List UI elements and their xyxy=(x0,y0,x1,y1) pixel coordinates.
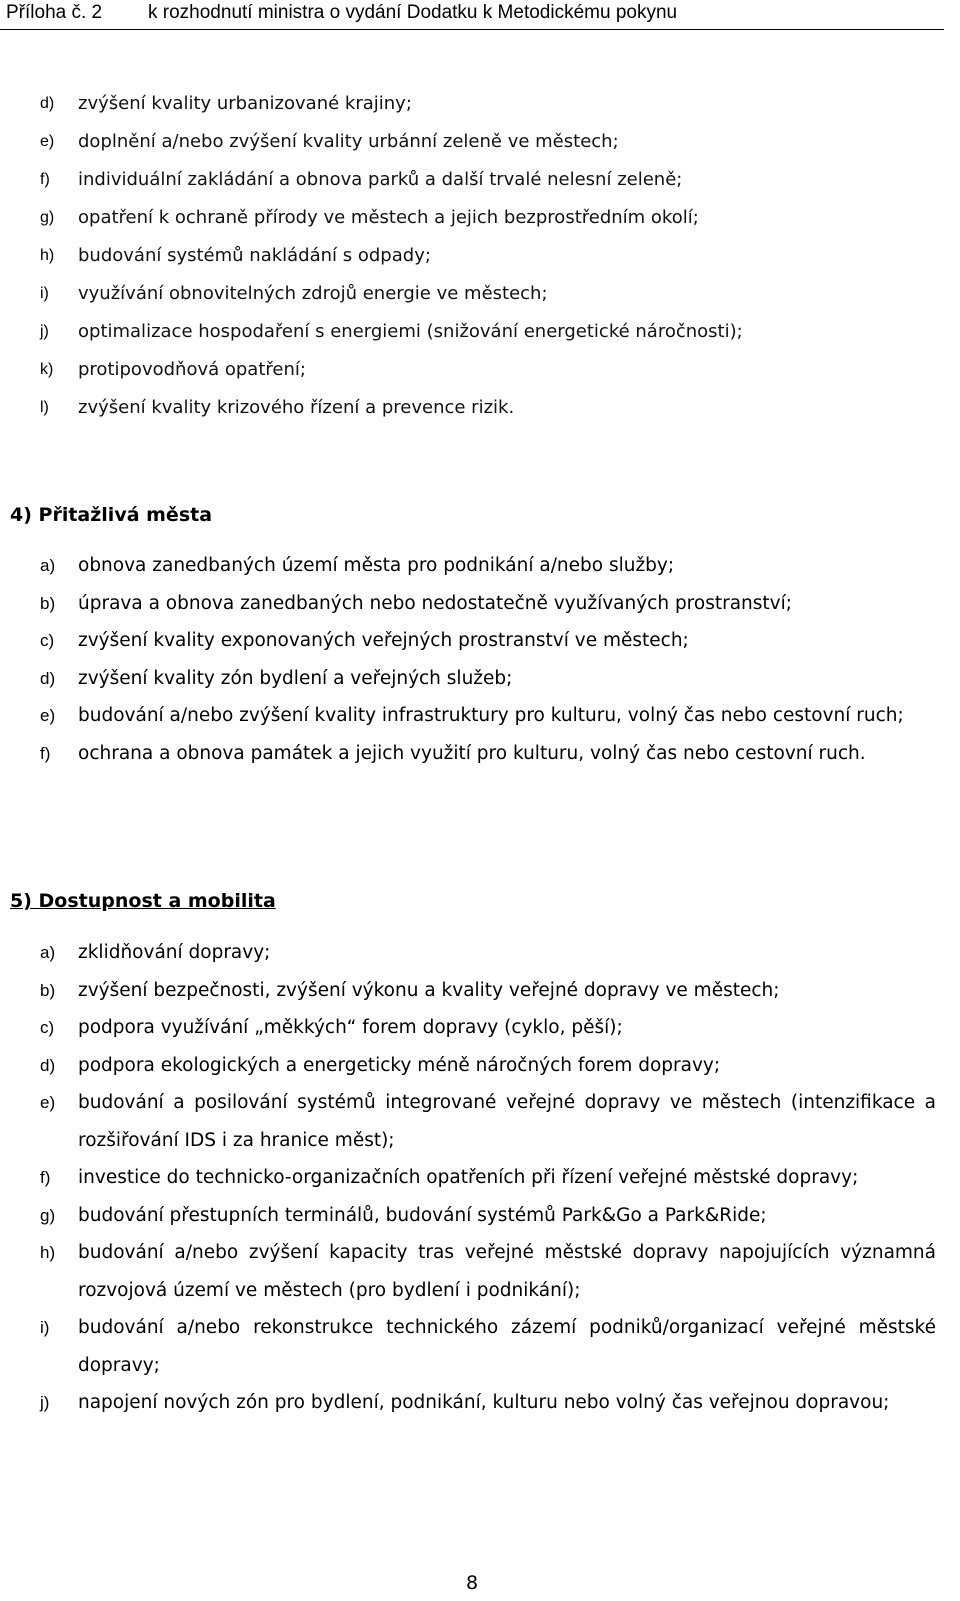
list-text: budování a/nebo zvýšení kapacity tras veřejné městské dopravy napojujících významná rozvojová území ve městech (pro bydlení i podnikání); xyxy=(78,1242,936,1301)
list-marker: h) xyxy=(40,247,55,264)
list-marker: e) xyxy=(40,133,55,150)
list-marker: j) xyxy=(40,323,49,340)
list-text: podpora ekologických a energeticky méně náročných forem dopravy; xyxy=(78,1054,721,1076)
list-item xyxy=(0,660,944,698)
list-marker: f) xyxy=(40,743,51,763)
list-text: zvýšení bezpečnosti, zvýšení výkonu a kvality veřejné dopravy ve městech; xyxy=(78,979,780,1001)
list-text: budování systémů nakládání s odpady; xyxy=(78,245,431,266)
list-text: individuální zakládání a obnova parků a další trvalé nelesní zeleně; xyxy=(78,169,683,190)
list-text: budování a posilování systémů integrované veřejné dopravy ve městech (intenzifikace a rozšiřování IDS i za hranice měst); xyxy=(78,1092,936,1151)
list-marker: a) xyxy=(40,556,56,575)
list-item xyxy=(0,1384,944,1422)
list-marker: b) xyxy=(40,980,56,1000)
list-marker: g) xyxy=(40,209,55,226)
list-item xyxy=(0,199,944,237)
list-marker: h) xyxy=(40,1243,56,1262)
list-item xyxy=(0,313,944,351)
header-title: k rozhodnutí ministra o vydání Dodatku k Metodickému pokynu xyxy=(148,2,678,23)
list-item xyxy=(0,972,944,1010)
list-marker: c) xyxy=(40,1018,55,1037)
list-text: napojení nových zón pro bydlení, podnikání, kulturu nebo volný čas veřejnou dopravou; xyxy=(78,1392,890,1413)
list-text: investice do technicko-organizačních opatřeních při řízení veřejné městské dopravy; xyxy=(78,1167,859,1188)
list-marker: f) xyxy=(40,171,50,188)
list-accessibility-mobility xyxy=(0,934,944,1422)
list-text: doplnění a/nebo zvýšení kvality urbánní zeleně ve městech; xyxy=(78,131,619,152)
section-heading-attractive-cities: 4) Přitažlivá města xyxy=(10,504,213,526)
list-marker: f) xyxy=(40,1168,51,1187)
list-item xyxy=(0,697,944,735)
list-marker: e) xyxy=(40,706,56,725)
list-environment xyxy=(0,85,944,427)
page-header xyxy=(0,0,944,30)
list-marker: b) xyxy=(40,593,56,613)
list-item xyxy=(0,1047,944,1085)
list-item xyxy=(0,1309,944,1384)
list-item xyxy=(0,585,944,623)
list-text: podpora využívání „měkkých“ forem dopravy (cyklo, pěší); xyxy=(78,1017,623,1038)
list-marker: c) xyxy=(40,631,55,650)
list-text: využívání obnovitelných zdrojů energie ve městech; xyxy=(78,283,548,304)
list-text: optimalizace hospodaření s energiemi (snižování energetické náročnosti); xyxy=(78,321,743,342)
header-tag: Příloha č. 2 xyxy=(6,2,103,23)
section-heading-accessibility-mobility: 5) Dostupnost a mobilita xyxy=(10,890,276,912)
list-item xyxy=(0,1159,944,1197)
list-marker: k) xyxy=(40,361,54,378)
list-item xyxy=(0,351,944,389)
list-marker: e) xyxy=(40,1093,56,1112)
list-item xyxy=(0,1197,944,1235)
list-item xyxy=(0,123,944,161)
list-marker: l) xyxy=(40,399,49,416)
list-item xyxy=(0,1084,944,1159)
list-marker: j) xyxy=(40,1393,50,1412)
list-item xyxy=(0,547,944,585)
page-number: 8 xyxy=(465,1572,479,1594)
list-item xyxy=(0,161,944,199)
list-attractive-cities xyxy=(0,547,944,772)
list-text: protipovodňová opatření; xyxy=(78,359,306,380)
list-item xyxy=(0,622,944,660)
list-text: budování a/nebo rekonstrukce technického zázemí podniků/organizací veřejné městské dopravy; xyxy=(78,1317,936,1376)
list-item xyxy=(0,1234,944,1309)
list-text: budování a/nebo zvýšení kvality infrastruktury pro kulturu, volný čas nebo cestovní ruch; xyxy=(78,705,904,726)
list-item xyxy=(0,237,944,275)
list-text: zklidňování dopravy; xyxy=(78,942,271,963)
list-text: opatření k ochraně přírody ve městech a jejich bezprostředním okolí; xyxy=(78,207,699,228)
list-text: ochrana a obnova památek a jejich využití pro kulturu, volný čas nebo cestovní ruch. xyxy=(78,742,866,764)
list-marker: a) xyxy=(40,943,56,962)
list-text: zvýšení kvality zón bydlení a veřejných služeb; xyxy=(78,667,513,689)
list-item xyxy=(0,85,944,123)
list-item xyxy=(0,275,944,313)
list-marker: d) xyxy=(40,668,56,688)
list-text: budování přestupních terminálů, budování systémů Park&Go a Park&Ride; xyxy=(78,1204,767,1226)
list-text: obnova zanedbaných území města pro podnikání a/nebo služby; xyxy=(78,555,675,576)
list-item xyxy=(0,934,944,972)
list-text: zvýšení kvality exponovaných veřejných prostranství ve městech; xyxy=(78,630,689,651)
list-marker: d) xyxy=(40,1055,56,1075)
list-item xyxy=(0,389,944,427)
list-text: zvýšení kvality urbanizované krajiny; xyxy=(78,93,412,114)
list-text: úprava a obnova zanedbaných nebo nedostatečně využívaných prostranství; xyxy=(78,592,792,614)
list-marker: i) xyxy=(40,1318,50,1337)
list-item xyxy=(0,1009,944,1047)
list-item xyxy=(0,735,944,773)
list-text: zvýšení kvality krizového řízení a prevence rizik. xyxy=(78,397,515,418)
list-marker: g) xyxy=(40,1205,56,1225)
list-marker: d) xyxy=(40,95,55,112)
list-marker: i) xyxy=(40,285,49,302)
